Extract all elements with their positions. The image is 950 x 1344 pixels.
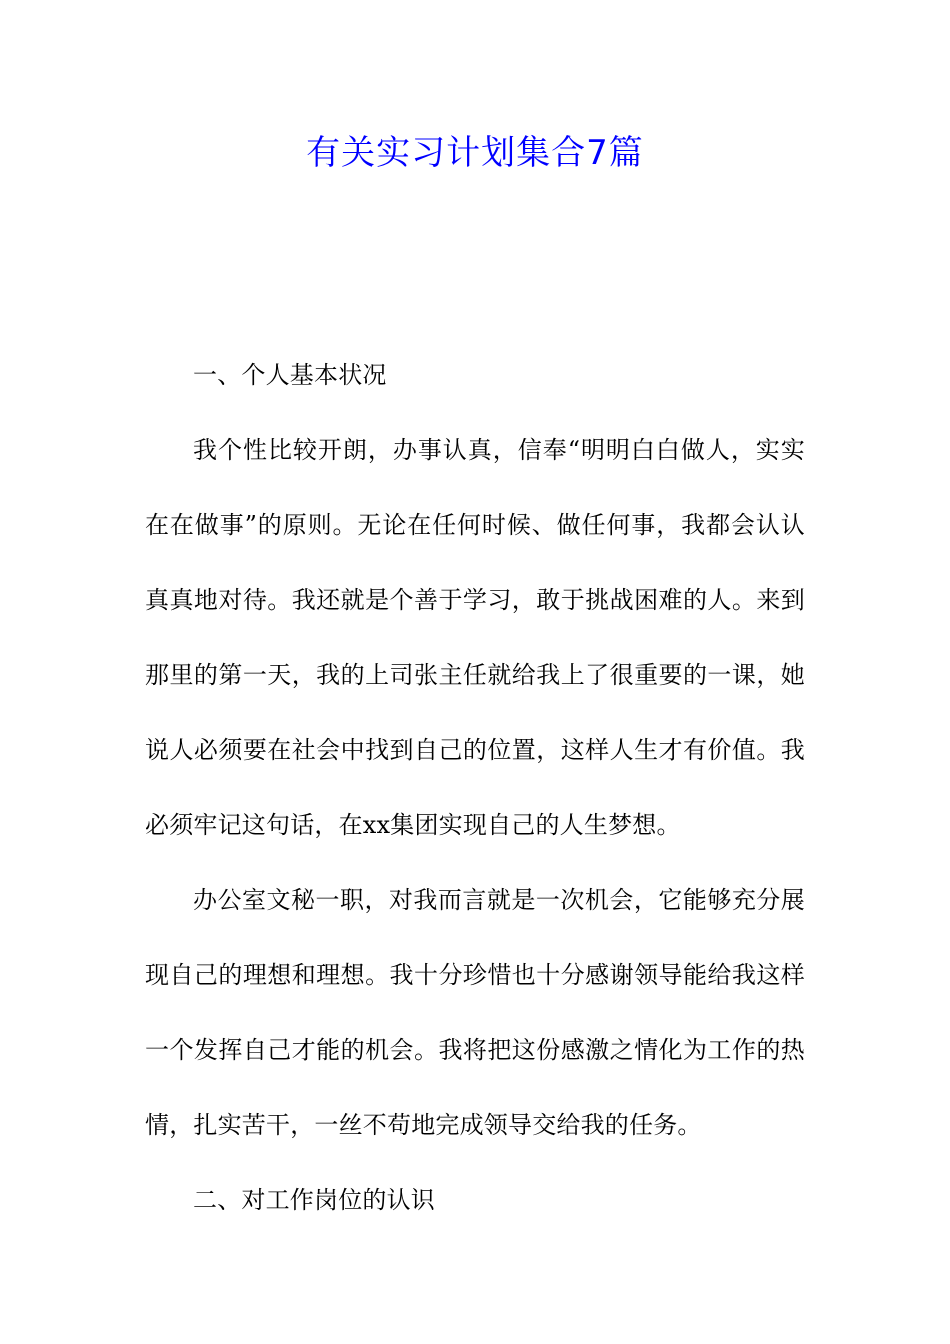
section-heading-1: 一、个人基本状况 <box>193 361 387 389</box>
section-heading-2: 二、对工作岗位的认识 <box>193 1186 435 1214</box>
document-title: 有关实习计划集合7篇 <box>306 133 644 173</box>
document-body <box>145 338 805 1238</box>
paragraph-1: 我个性比较开朗，办事认真，信奉“明明白白做人，实实在在做事”的原则。无论在任何时候、做任何事，我都会认认真真地对待。我还就是个善于学习，敢于挑战困难的人。来到那里的第一天，我的上司张主任就给我上了很重要的一课，她说人必须要在社会中找到自己的位置，这样人生才有价值。我必须牢记这句话，在xx集团实现自己的人生梦想。 <box>145 436 805 839</box>
paragraph-2: 办公室文秘一职，对我而言就是一次机会，它能够充分展现自己的理想和理想。我十分珍惜也十分感谢领导能给我这样一个发挥自己才能的机会。我将把这份感激之情化为工作的热情，扎实苦干，一丝不苟地完成领导交给我的任务。 <box>145 886 805 1139</box>
